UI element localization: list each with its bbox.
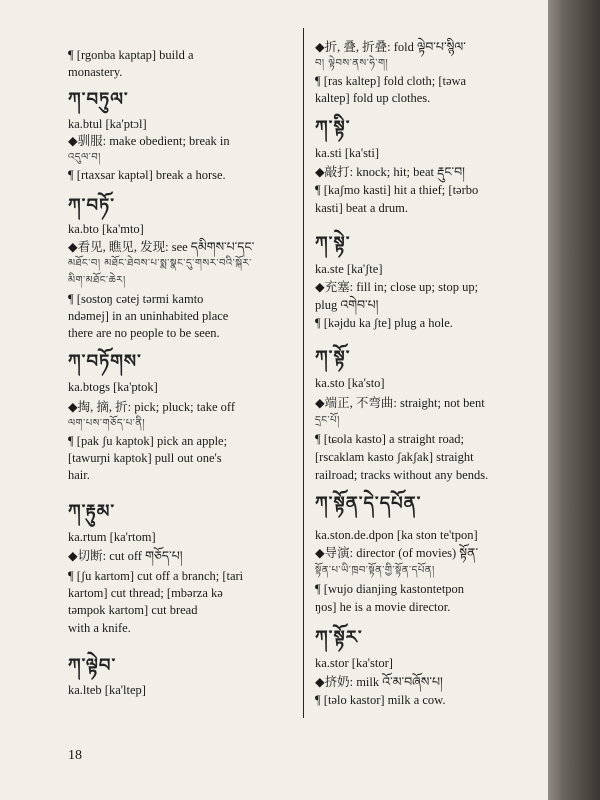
headword-romanization: ka.btogs [ka'ptok] — [68, 380, 158, 394]
tibetan-gloss: བ། ལྟེབས་ནས་ཧེ་ག། — [315, 58, 389, 69]
headword-tibetan: ཀ་སྟེ་ — [315, 233, 351, 254]
tibetan-gloss: འདུལ་བ། — [68, 152, 101, 163]
headword-romanization: ka.ston.de.dpon [ka ston te'tpon] — [315, 528, 478, 542]
example: with a knife. — [68, 621, 131, 635]
headword-romanization: ka.sti [ka'sti] — [315, 146, 380, 160]
headword-romanization: ka.stor [ka'stor] — [315, 656, 393, 670]
headword-tibetan: ཀ་སྟི་ — [315, 117, 351, 138]
tibetan-gloss: མིག་མཐོང་ཆེར། — [68, 275, 126, 286]
example: ¶ [pak ʃu kaptok] pick an apple; — [68, 434, 228, 448]
headword-romanization: ka.ste [ka'ʃte] — [315, 262, 383, 276]
example: ¶ [sostoŋ cətej tərmi kamto — [68, 292, 204, 306]
tibetan-gloss: ལག་པས་གཅོད་པ་ནི། — [68, 418, 146, 429]
sense: ◆看见, 瞧见, 发现: see དམིགས་པ་དང་ — [68, 240, 255, 254]
example: ŋos] he is a movie director. — [315, 600, 451, 614]
headword-tibetan: ཀ་རྟུམ་ — [68, 501, 116, 522]
example: [rscaklam kasto ʃakʃak] straight — [315, 450, 474, 464]
continued-example: monastery. — [68, 65, 123, 79]
tibetan-gloss: དྲང་པོ། — [315, 415, 340, 426]
sense: ◆折, 叠, 折叠: fold ལྟེབ་པ་སྙིལ་ — [315, 40, 466, 54]
example: there are no people to be seen. — [68, 326, 220, 340]
sense: ◆敲打: knock; hit; beat རྡུང་བ། — [315, 165, 465, 179]
example: [tawurɲi kaptok] pull out one's — [68, 451, 222, 465]
example: ¶ [tɕola kasto] a straight road; — [315, 432, 465, 446]
headword-romanization: ka.bto [ka'mto] — [68, 222, 144, 236]
example: ¶ [ʃu kartom] cut off a branch; [tari — [68, 569, 244, 583]
example: hair. — [68, 468, 90, 482]
tibetan-gloss: སྟོན་པ་ཡི་ཁྲབ་སྟོན་གྱི་སྟོན་དཔོན། — [315, 565, 435, 576]
sense: ◆导演: director (of movies) སྟོན་ — [315, 546, 479, 560]
example: ¶ [ras kaltep] fold cloth; [təwa — [315, 74, 467, 88]
example: ¶ [kəjdu ka ʃte] plug a hole. — [315, 316, 453, 330]
headword-romanization: ka.lteb [ka'ltep] — [68, 683, 146, 697]
headword-romanization: ka.rtum [ka'rtom] — [68, 530, 156, 544]
headword-tibetan: ཀ་བཏོ་ — [68, 195, 115, 216]
example: təmpok kartom] cut bread — [68, 603, 198, 617]
sense: ◆挤奶: milk འོ་མ་བཞོས་པ། — [315, 675, 443, 689]
example: ¶ [wujo dianjing kastontetpon — [315, 582, 465, 596]
example: ¶ [rtaxsar kaptəl] break a horse. — [68, 168, 226, 182]
example: railroad; tracks without any bends. — [315, 468, 489, 482]
page-number: 18 — [68, 748, 82, 763]
column-divider — [303, 28, 304, 718]
sense: ◆驯服: make obedient; break in — [68, 134, 230, 148]
headword-romanization: ka.sto [ka'sto] — [315, 376, 385, 390]
tibetan-gloss: མཐོང་བ། མཐོང་ཐེབས་པ་སྨ་སྣང་དུ་གསར་བའི་སྐོར་ — [68, 258, 252, 269]
headword-tibetan: ཀ་བཏུལ་ — [68, 89, 129, 110]
page-edge-shadow — [548, 0, 600, 800]
sense: ◆端正, 不弯曲: straight; not bent — [315, 396, 485, 410]
headword-tibetan: ཀ་སྟོ་ — [315, 347, 351, 368]
example: kasti] beat a drum. — [315, 201, 409, 215]
continued-example: ¶ [rgonba kaptap] build a — [68, 48, 194, 62]
headword-tibetan: ཀ་སྟོན་དེ་དཔོན་ — [315, 493, 422, 514]
headword-tibetan: ཀ་བཏོགས་ — [68, 351, 142, 372]
example: ndəmej] in an uninhabited place — [68, 309, 229, 323]
headword-tibetan: ཀ་སྟོར་ — [315, 627, 363, 648]
headword-romanization: ka.btul [ka'ptɔl] — [68, 117, 147, 131]
sense: plug འགེབ་པ། — [315, 298, 379, 312]
sense: ◆切断: cut off གཅོད་པ། — [68, 549, 183, 563]
example: kaltep] fold up clothes. — [315, 91, 431, 105]
sense: ◆充塞: fill in; close up; stop up; — [315, 280, 479, 294]
example: kartom] cut thread; [mbərza kə — [68, 586, 223, 600]
headword-tibetan: ཀ་ལྟེབ་ — [68, 655, 117, 676]
example: ¶ [təlo kastor] milk a cow. — [315, 693, 446, 707]
sense: ◆掏, 摘, 折: pick; pluck; take off — [68, 400, 235, 414]
example: ¶ [kaʃmo kasti] hit a thief; [tərbo — [315, 183, 479, 197]
